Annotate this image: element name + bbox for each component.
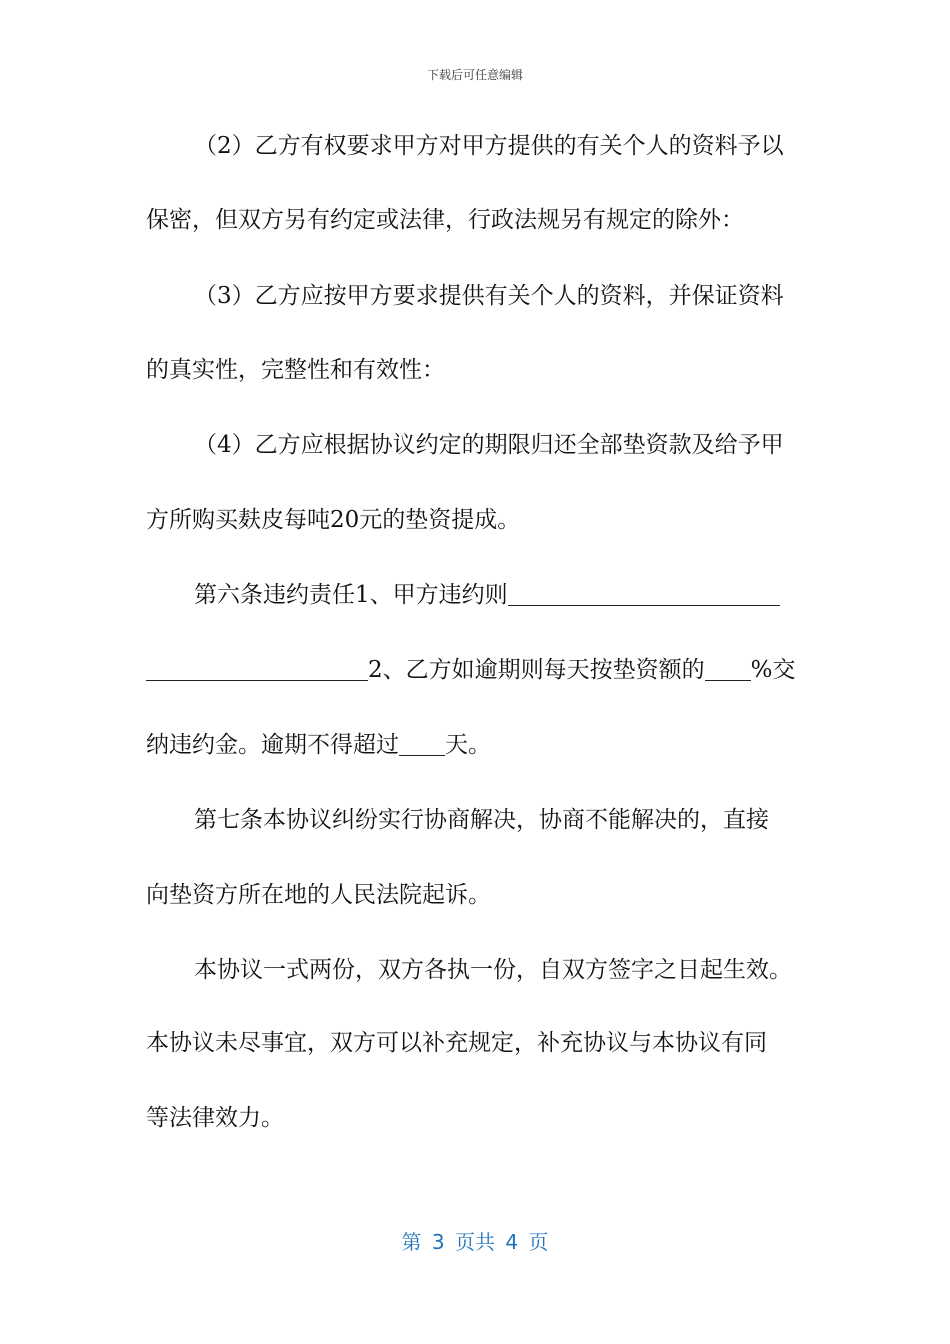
paragraph-line: 本协议一式两份，双方各执一份，自双方签字之日起生效。: [194, 957, 792, 983]
overdue-text: 纳违约金。逾期不得超过: [146, 732, 399, 758]
paragraph-line: （2）乙方有权要求甲方对甲方提供的有关个人的资料予以: [194, 133, 784, 159]
page-footer: 第 3 页共 4 页: [401, 1230, 549, 1254]
paragraph-line: 方所购买麸皮每吨20元的垫资提成。: [146, 507, 521, 533]
percent-text: %交: [750, 657, 796, 683]
paragraph-line: 本协议未尽事宜，双方可以补充规定，补充协议与本协议有同: [146, 1030, 767, 1056]
article-six-text: 第六条违约责任1、甲方违约则: [194, 582, 508, 608]
overdue-line: [146, 730, 816, 760]
fill-in-blank: [705, 658, 751, 681]
paragraph-line: （3）乙方应按甲方要求提供有关个人的资料，并保证资料: [194, 283, 784, 309]
paragraph-line: 的真实性，完整性和有效性：: [146, 357, 445, 383]
days-text: 天。: [445, 732, 491, 758]
paragraph-line: （4）乙方应根据协议约定的期限归还全部垫资款及给予甲: [194, 432, 784, 458]
paragraph-line: 向垫资方所在地的人民法院起诉。: [146, 882, 491, 908]
paragraph-line: 等法律效力。: [146, 1105, 284, 1131]
page-header: 下载后可任意编辑: [426, 68, 523, 82]
fill-in-blank: [399, 733, 445, 756]
article-six-line: [194, 580, 864, 610]
party-b-penalty-text: 2、乙方如逾期则每天按垫资额的: [368, 657, 705, 683]
paragraph-line: 保密，但双方另有约定或法律，行政法规另有规定的除外：: [146, 207, 744, 233]
party-b-penalty-line: [146, 655, 816, 685]
fill-in-blank: [508, 583, 780, 606]
paragraph-line: 第七条本协议纠纷实行协商解决，协商不能解决的，直接: [194, 807, 769, 833]
fill-in-blank: [146, 658, 368, 681]
